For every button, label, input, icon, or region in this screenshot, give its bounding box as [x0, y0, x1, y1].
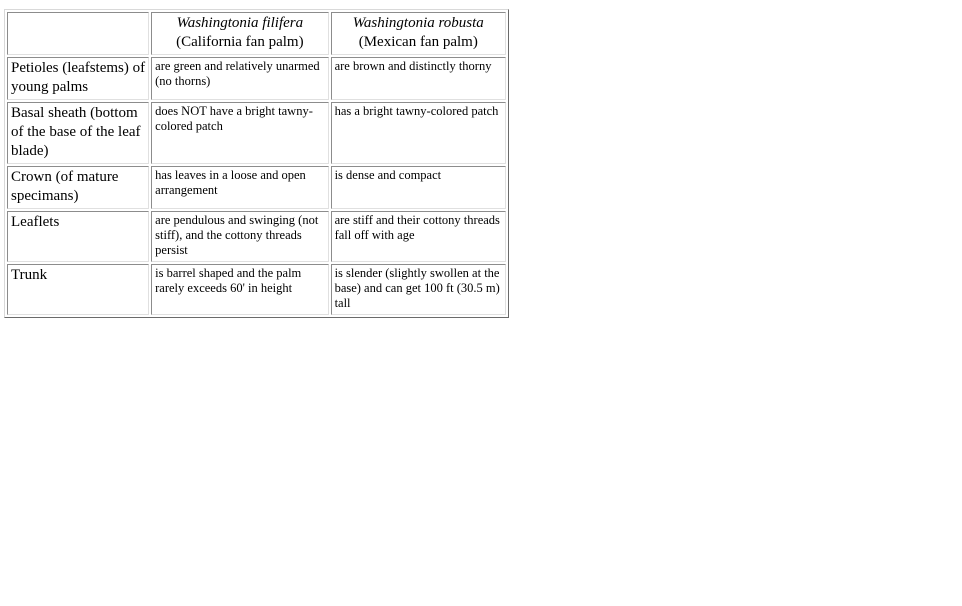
row-label-trunk: Trunk	[7, 264, 149, 315]
robusta-scientific-name: Washingtonia robusta	[352, 15, 484, 31]
row-label-leaflets: Leaflets	[7, 211, 149, 262]
filifera-scientific-name: Washingtonia filifera	[176, 15, 304, 31]
robusta-crown: is dense and compact	[331, 166, 506, 209]
table-row	[7, 264, 506, 315]
header-filifera	[151, 12, 328, 55]
filifera-common-name: (California fan palm)	[176, 34, 304, 50]
table-row	[7, 166, 506, 209]
robusta-leaflets: are stiff and their cottony threads fall off with age	[331, 211, 506, 262]
table-row	[7, 57, 506, 100]
row-label-petioles: Petioles (leafstems) of young palms	[7, 57, 149, 100]
table-row	[7, 211, 506, 262]
header-robusta	[331, 12, 506, 55]
row-label-basal-sheath: Basal sheath (bottom of the base of the leaf blade)	[7, 102, 149, 164]
robusta-basal-sheath: has a bright tawny-colored patch	[331, 102, 506, 164]
robusta-common-name: (Mexican fan palm)	[358, 34, 478, 50]
filifera-trunk: is barrel shaped and the palm rarely exceeds 60' in height	[151, 264, 328, 315]
filifera-leaflets: are pendulous and swinging (not stiff), and the cottony threads persist	[151, 211, 328, 262]
robusta-petioles: are brown and distinctly thorny	[331, 57, 506, 100]
filifera-petioles: are green and relatively unarmed (no thorns)	[151, 57, 328, 100]
filifera-crown: has leaves in a loose and open arrangement	[151, 166, 328, 209]
palm-comparison-table	[4, 9, 509, 318]
row-label-crown: Crown (of mature specimans)	[7, 166, 149, 209]
table-row	[7, 102, 506, 164]
header-empty-cell	[7, 12, 149, 55]
robusta-trunk: is slender (slightly swollen at the base) and can get 100 ft (30.5 m) tall	[331, 264, 506, 315]
table-header-row	[7, 12, 506, 55]
filifera-basal-sheath: does NOT have a bright tawny-colored patch	[151, 102, 328, 164]
